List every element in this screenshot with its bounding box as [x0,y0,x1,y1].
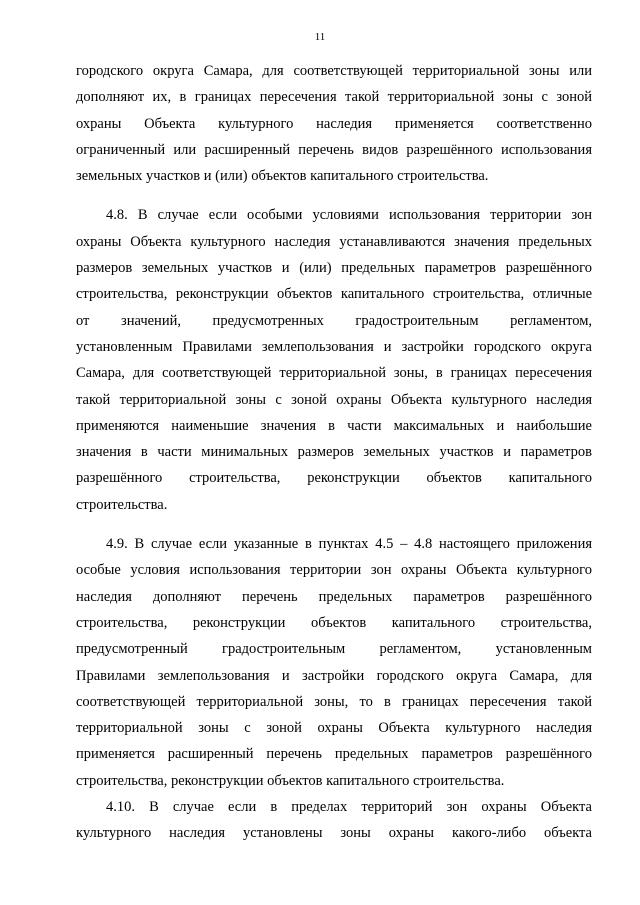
text-line: особые условия использования территории зон охраны Объекта культурного [76,562,592,579]
text-line: значения в части минимальных размеров земельных участков и параметров [76,444,592,461]
text-line: 4.9. В случае если указанные в пунктах 4.5 – 4.8 настоящего приложения [106,536,592,553]
text-line: 4.8. В случае если особыми условиями использования территории зон [106,207,592,224]
paragraph-continuation [76,58,592,189]
text-line: строительства. [76,496,168,513]
text-line: Правилами землепользования и застройки городского округа Самара, для [76,667,592,684]
text-line: применяются наименьшие значения в части максимальных и наибольшие [76,417,592,434]
document-body [76,58,592,847]
paragraph-4-8 [76,202,592,518]
text-line: такой территориальной зоны с зоной охраны Объекта культурного наследия [76,391,592,408]
text-line: городского округа Самара, для соответствующей территориальной зоны или [76,63,592,79]
text-line: предусмотренный градостроительным регламентом, установленным [76,641,592,658]
paragraph-gap [76,189,592,202]
text-line: 4.10. В случае если в пределах территорий зон охраны Объекта [106,799,592,816]
text-line: размеров земельных участков и (или) предельных параметров разрешённого [76,260,592,277]
text-line: строительства, реконструкции объектов капитального строительства, [76,614,592,631]
text-line: культурного наследия установлены зоны охраны какого-либо объекта [76,825,592,842]
text-line: Самара, для соответствующей территориальной зоны, в границах пересечения [76,365,592,382]
text-line: территориальной зоны с зоной охраны Объекта культурного наследия [76,720,592,737]
text-line: соответствующей территориальной зоны, то в границах пересечения такой [76,693,592,710]
text-line: охраны Объекта культурного наследия устанавливаются значения предельных [76,233,592,250]
text-line: ограниченный или расширенный перечень видов разрешённого использования [76,141,592,158]
text-line: земельных участков и (или) объектов капитального строительства. [76,168,489,185]
text-line: установленным Правилами землепользования и застройки городского округа [76,338,592,355]
text-line: наследия дополняют перечень предельных параметров разрешённого [76,588,592,605]
text-line: от значений, предусмотренных градостроительным регламентом, [76,312,592,329]
text-line: применяется расширенный перечень предельных параметров разрешённого [76,746,592,763]
text-line: строительства, реконструкции объектов капитального строительства, отличные [76,286,592,303]
paragraph-gap [76,518,592,531]
page-number: 11 [314,31,326,43]
text-line: дополняют их, в границах пересечения такой территориальной зоны с зоной [76,89,592,106]
text-line: разрешённого строительства, реконструкции объектов капитального [76,470,592,487]
text-line: охраны Объекта культурного наследия применяется соответственно [76,115,592,132]
text-line: строительства, реконструкции объектов капитального строительства. [76,772,505,789]
paragraph-4-9 [76,531,592,794]
paragraph-4-10 [76,794,592,847]
